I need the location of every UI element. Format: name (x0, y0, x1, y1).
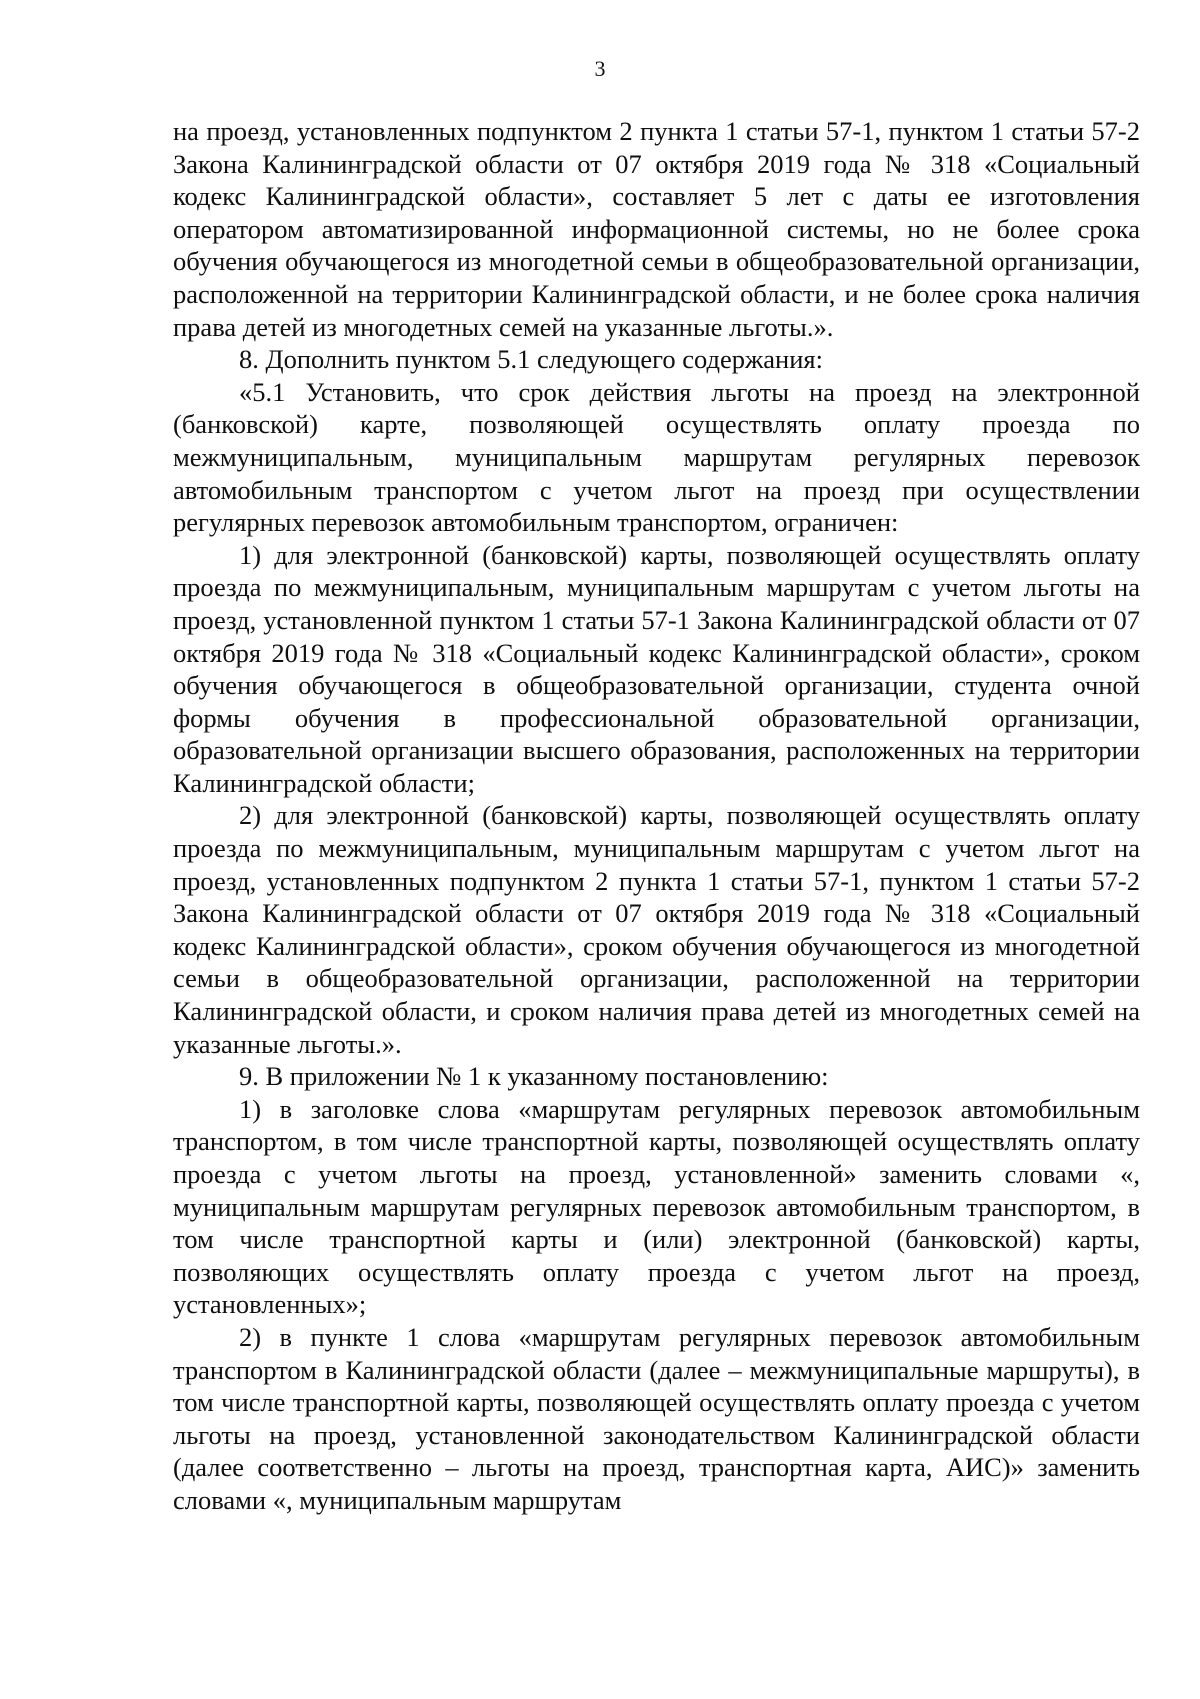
paragraph-6: 9. В приложении № 1 к указанному постановлению: (239, 1061, 829, 1092)
paragraph-1: на проезд, установленных подпунктом 2 пункта 1 статьи 57-1, пунктом 1 статьи 57-2 Закона Калининградской области от 07 октября 2019 года № 318 «Социальный кодекс Калининградской области», составляет 5 лет с даты ее изготовления оператором автоматизированной информационной системы, но не более срока обучения обучающегося из многодетной семьи в общеобразовательной организации, расположенной на территории Калининградской области, и не более срока наличия права детей из многодетных семей на указанные льготы.». (173, 116, 1140, 342)
paragraph-5: 2) для электронной (банковской) карты, позволяющей осуществлять оплату проезда по межмуниципальным, муниципальным маршрутам с учетом льгот на проезд, установленных подпунктом 2 пункта 1 статьи 57-1, пунктом 1 статьи 57-2 Закона Калининградской области от 07 октября 2019 года № 318 «Социальный кодекс Калининградской области», сроком обучения обучающегося из многодетной семьи в общеобразовательной организации, расположенной на территории Калининградской области, и сроком наличия права детей из многодетных семей на указанные льготы.». (173, 800, 1140, 1059)
page-number: 3 (594, 56, 606, 81)
paragraph-3: «5.1 Установить, что срок действия льготы на проезд на электронной (банковской) карте, позволяющей осуществлять оплату проезда по межмуниципальным, муниципальным маршрутам регулярных перевозок автомобильным транспортом с учетом льгот на проезд при осуществлении регулярных перевозок автомобильным транспортом, ограничен: (173, 376, 1140, 538)
paragraph-8: 2) в пункте 1 слова «маршрутам регулярных перевозок автомобильным транспортом в Калининградской области (далее – межмуниципальные маршруты), в том числе транспортной карты, позволяющей осуществлять оплату проезда с учетом льготы на проезд, установленной законодательством Калининградской области (далее соответственно – льготы на проезд, транспортная карта, АИС)» заменить словами «, муниципальным маршрутам (173, 1321, 1140, 1515)
paragraph-4: 1) для электронной (банковской) карты, позволяющей осуществлять оплату проезда по межмуниципальным, муниципальным маршрутам с учетом льготы на проезд, установленной пунктом 1 статьи 57-1 Закона Калининградской области от 07 октября 2019 года № 318 «Социальный кодекс Калининградской области», сроком обучения обучающегося в общеобразовательной организации, студента очной формы обучения в профессиональной образовательной организации, образовательной организации высшего образования, расположенных на территории Калининградской области; (173, 539, 1140, 798)
paragraph-2: 8. Дополнить пунктом 5.1 следующего содержания: (239, 344, 823, 375)
document-body (173, 115, 1140, 1517)
paragraph-7: 1) в заголовке слова «маршрутам регулярных перевозок автомобильным транспортом, в том числе транспортной карты, позволяющей осуществлять оплату проезда с учетом льготы на проезд, установленной» заменить словами «, муниципальным маршрутам регулярных перевозок автомобильным транспортом, в том числе транспортной карты и (или) электронной (банковской) карты, позволяющих осуществлять оплату проезда с учетом льгот на проезд, установленных»; (173, 1093, 1140, 1320)
